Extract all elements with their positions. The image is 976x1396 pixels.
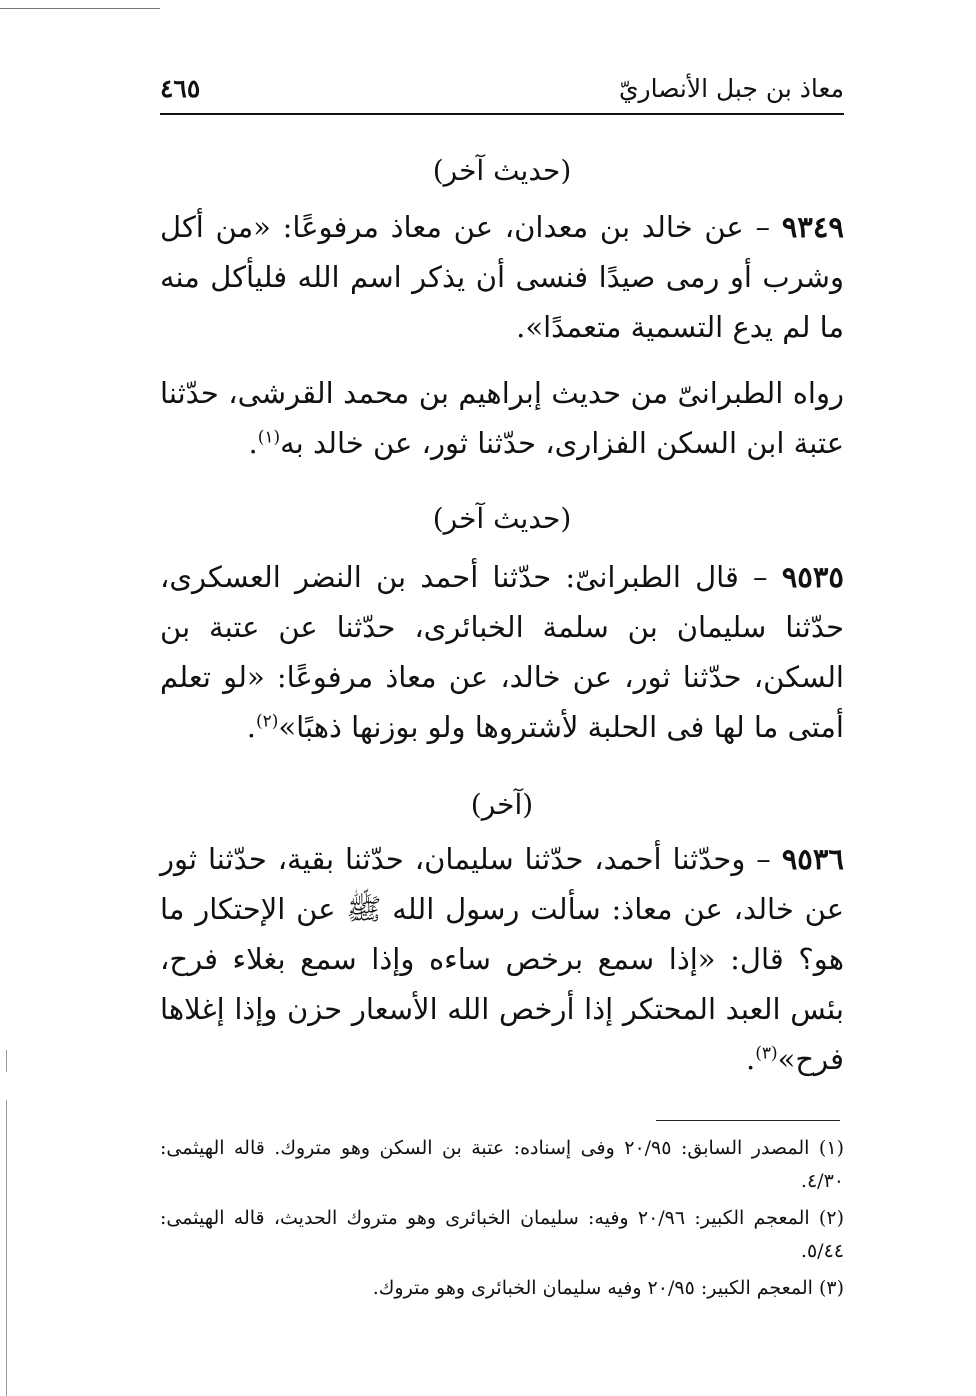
sentence-end: . bbox=[248, 426, 258, 460]
page-header bbox=[160, 66, 844, 110]
header-rule bbox=[160, 113, 844, 115]
hadith-paragraph bbox=[160, 834, 844, 1084]
main-text bbox=[160, 148, 844, 1084]
footnote-2: (٢) المعجم الكبير: ٢٠/٩٦ وفيه: سليمان الخبائرى وهو متروك الحديث، قاله الهيثمى: ٥/٤٤. bbox=[160, 1207, 844, 1262]
hadith-text: – عن خالد بن معدان، عن معاذ مرفوعًا: «من أكل وشرب أو رمى صيدًا فنسى أن يذكر اسم الله فليأكل منه ما لم يدع التسمية متعمدًا». bbox=[160, 210, 844, 344]
footnote-ref: (٣) bbox=[755, 1043, 778, 1064]
scan-edge-mark bbox=[6, 1050, 7, 1072]
footnote-ref: (٢) bbox=[255, 711, 279, 732]
sentence-end: . bbox=[246, 710, 256, 744]
footnotes bbox=[160, 1132, 844, 1309]
footnote-rule bbox=[656, 1120, 840, 1121]
footnote-1: (١) المصدر السابق: ٢٠/٩٥ وفى إسناده: عتبة بن السكن وهو متروك. قاله الهيثمى: ٤/٣٠. bbox=[160, 1137, 844, 1192]
running-title: معاذ بن جبل الأنصاريّ bbox=[618, 73, 844, 103]
footnote-ref: (١) bbox=[257, 427, 281, 448]
hadith-text: – قال الطبرانىّ: حدّثنا أحمد بن النضر العسكرى، حدّثنا سليمان بن سلمة الخبائرى، حدّثنا عن عتبة بن السكن، حدّثنا ثور، عن خالد، عن معاذ مرفوعًا: «لو تعلم أمتى ما لها فى الحلبة لأشتروها ولو بوزنها ذهبًا» bbox=[160, 560, 844, 744]
section-heading: (حديث آخر) bbox=[432, 502, 572, 535]
narration-note bbox=[160, 368, 844, 468]
hadith-paragraph bbox=[160, 202, 844, 352]
section-heading: (آخر) bbox=[470, 788, 534, 821]
scan-edge-mark bbox=[6, 1100, 7, 1396]
hadith-number: ٩٥٣٥ bbox=[781, 560, 844, 594]
narration-text: رواه الطبرانىّ من حديث إبراهيم بن محمد القرشى، حدّثنا عتبة ابن السكن الفزارى، حدّثنا ثور، عن خالد به bbox=[160, 376, 844, 460]
hadith-number: ٩٣٤٩ bbox=[781, 210, 844, 244]
hadith-number: ٩٥٣٦ bbox=[781, 842, 844, 876]
hadith-text: – وحدّثنا أحمد، حدّثنا سليمان، حدّثنا بقية، حدّثنا ثور عن خالد، عن معاذ: سألت رسول الله ﷺ عن الإحتكار ما هو؟ قال: «إذا سمع برخص ساءه وإذا سمع بغلاء فرح، بئس العبد المحتكر إذا أرخص الله الأسعار حزن وإذا إغلاها فرح» bbox=[160, 842, 844, 1076]
section-heading: (حديث آخر) bbox=[432, 154, 572, 187]
page-number: ٤٦٥ bbox=[160, 73, 201, 103]
scan-edge-line bbox=[0, 8, 160, 9]
hadith-paragraph bbox=[160, 552, 844, 752]
sentence-end: . bbox=[746, 1042, 756, 1076]
footnote-3: (٣) المعجم الكبير: ٢٠/٩٥ وفيه سليمان الخبائرى وهو متروك. bbox=[372, 1277, 844, 1299]
